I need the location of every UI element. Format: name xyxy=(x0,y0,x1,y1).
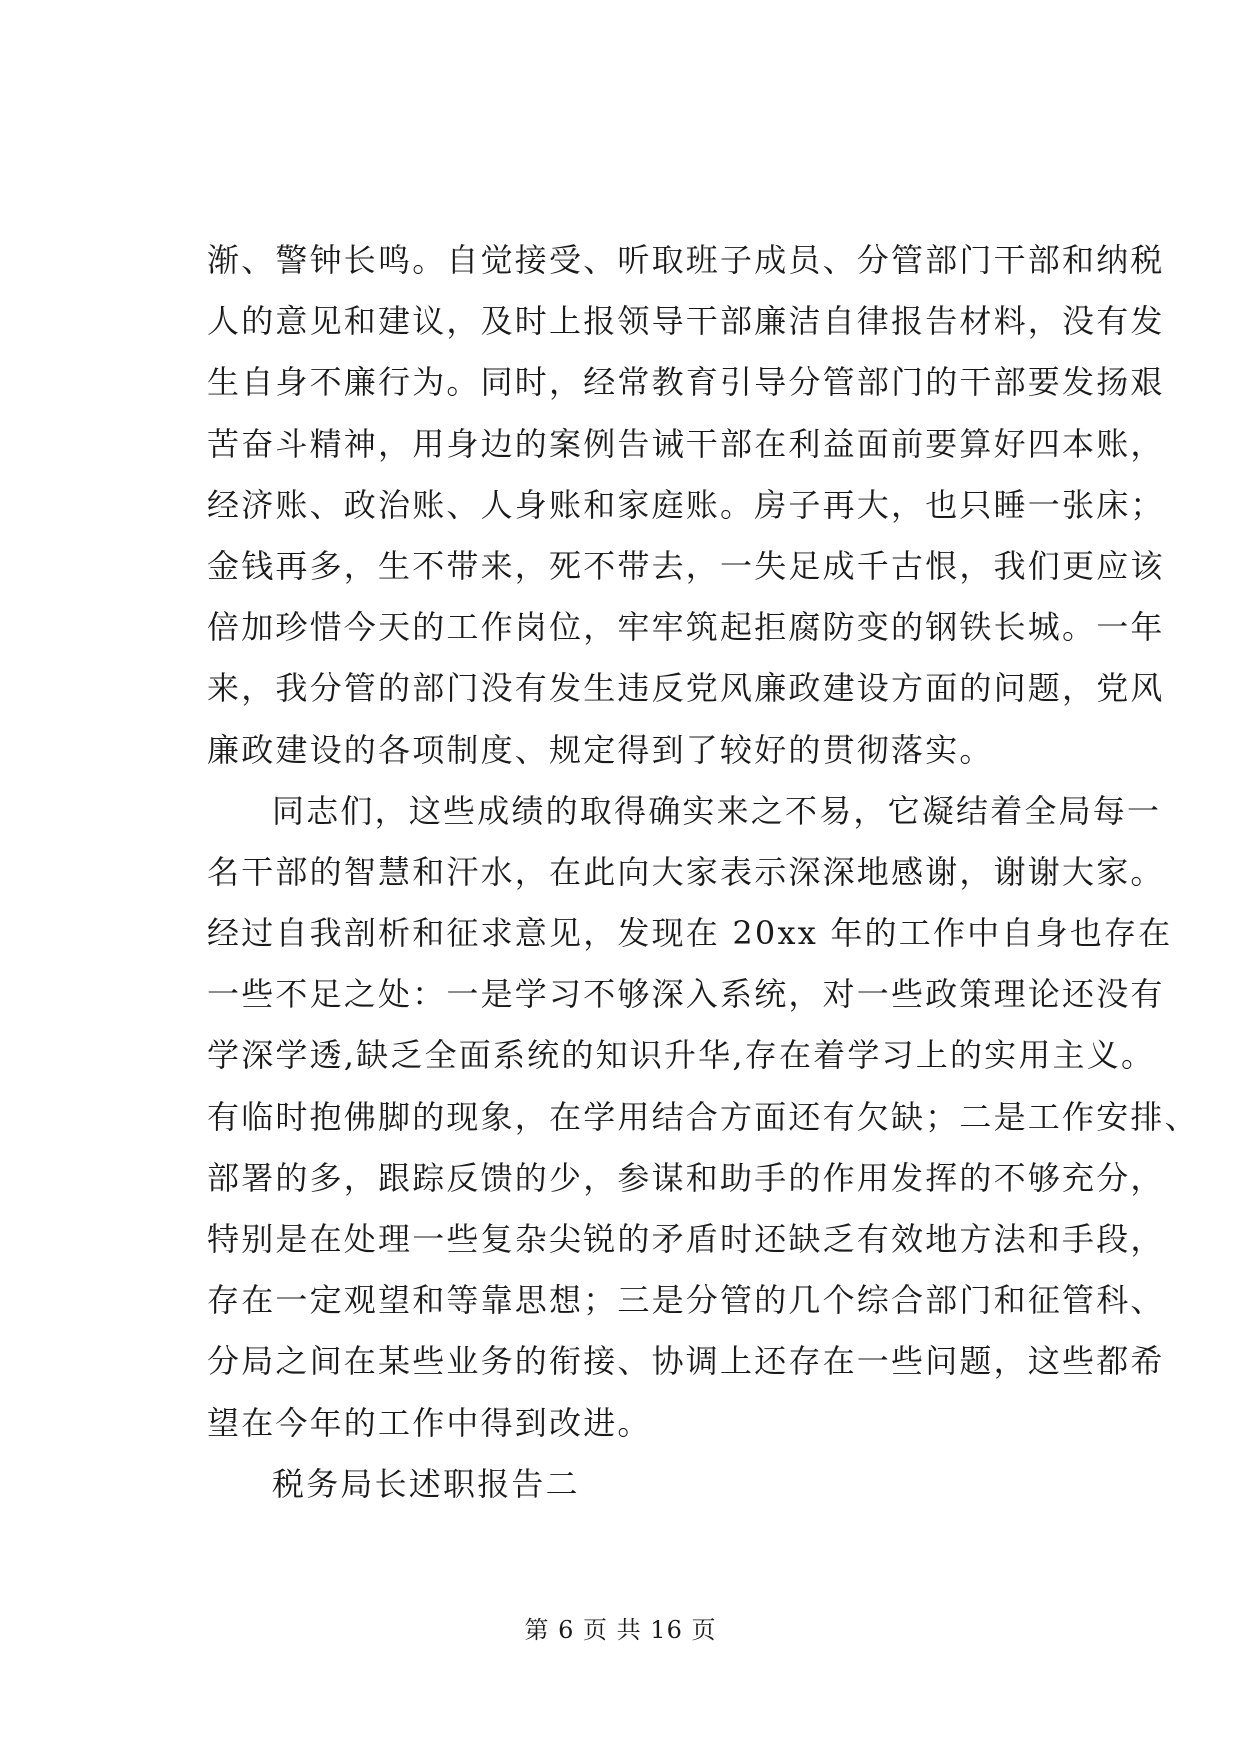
text-line: 特别是在处理一些复杂尖锐的矛盾时还缺乏有效地方法和手段， xyxy=(207,1220,1165,1258)
paragraph-1 xyxy=(207,230,1165,781)
text-line: 人的意见和建议，及时上报领导干部廉洁自律报告材料，没有发 xyxy=(207,302,1165,341)
page-footer: 第 6 页 共 16 页 xyxy=(524,1616,717,1644)
text-line: 学深学透,缺乏全面系统的知识升华,存在着学习上的实用主义。 xyxy=(207,1036,1156,1075)
text-line: 生自身不廉行为。同时，经常教育引导分管部门的干部要发扬艰 xyxy=(207,363,1165,402)
text-line: 部署的多，跟踪反馈的少，参谋和助手的作用发挥的不够充分， xyxy=(207,1158,1165,1197)
document-body xyxy=(207,230,1199,1515)
text-line: 经济账、政治账、人身账和家庭账。房子再大，也只睡一张床； xyxy=(207,485,1165,524)
paragraph-2 xyxy=(207,781,1199,1454)
text-line: 分局之间在某些业务的衔接、协调上还存在一些问题，这些都希 xyxy=(207,1342,1165,1381)
section-heading: 税务局长述职报告二 xyxy=(272,1464,580,1503)
text-line: 苦奋斗精神，用身边的案例告诫干部在利益面前要算好四本账， xyxy=(207,424,1165,463)
text-line: 金钱再多，生不带来，死不带去，一失足成千古恨，我们更应该 xyxy=(207,546,1165,585)
text-line: 倍加珍惜今天的工作岗位，牢牢筑起拒腐防变的钢铁长城。一年 xyxy=(207,608,1165,647)
text-line: 望在今年的工作中得到改进。 xyxy=(207,1403,652,1442)
text-line: 渐、警钟长鸣。自觉接受、听取班子成员、分管部门干部和纳税 xyxy=(207,241,1165,279)
text-line: 有临时抱佛脚的现象，在学用结合方面还有欠缺；二是工作安排、 xyxy=(207,1097,1199,1136)
text-line: 名干部的智慧和汗水，在此向大家表示深深地感谢，谢谢大家。 xyxy=(207,852,1165,891)
text-line: 一些不足之处：一是学习不够深入系统，对一些政策理论还没有 xyxy=(207,975,1165,1014)
text-line: 经过自我剖析和征求意见，发现在 20xx 年的工作中自身也存在 xyxy=(207,914,1173,953)
text-line: 廉政建设的各项制度、规定得到了较好的贯彻落实。 xyxy=(207,730,994,769)
text-line: 同志们，这些成绩的取得确实来之不易，它凝结着全局每一 xyxy=(272,791,1162,830)
text-line: 来，我分管的部门没有发生违反党风廉政建设方面的问题，党风 xyxy=(207,669,1165,708)
text-line: 存在一定观望和等靠思想；三是分管的几个综合部门和征管科、 xyxy=(207,1281,1165,1320)
